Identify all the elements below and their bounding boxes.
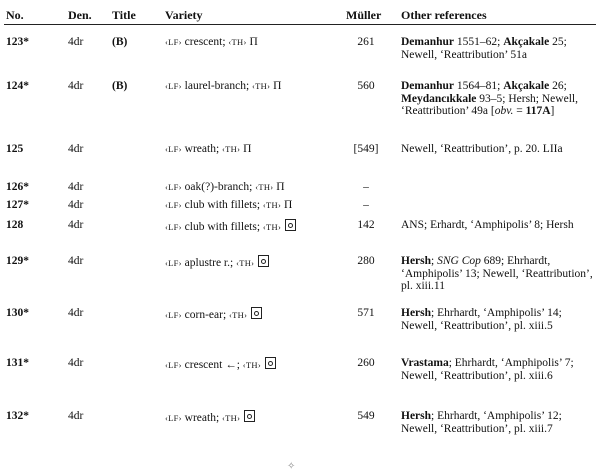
catalogue-number: 125 <box>6 143 24 155</box>
denomination: 4dr <box>68 199 84 211</box>
hoard-name: Meydancıkkale <box>401 92 477 105</box>
variety-cell <box>165 410 255 424</box>
variety-cell <box>165 307 262 321</box>
muller-number: 560 <box>357 80 375 92</box>
denomination: 4dr <box>68 255 84 267</box>
variety-cell <box>165 80 281 92</box>
text-fragment <box>261 359 264 371</box>
muller-number: – <box>363 181 369 193</box>
side-label: ‹TH› <box>255 182 274 192</box>
col-header-no: No. <box>6 8 24 22</box>
table-header <box>0 6 600 26</box>
text-fragment <box>247 309 250 321</box>
variety-cell <box>165 143 251 155</box>
references-cell <box>401 255 597 293</box>
variety-cell <box>165 36 258 48</box>
text-fragment: ; Ehrhardt, ‘Amphipolis’ 7; Newell, ‘Reattribution’, pl. xiii.6 <box>401 357 574 382</box>
side-label: ‹TH› <box>242 360 261 370</box>
muller-number: 571 <box>357 307 375 319</box>
side-label: ‹LF› <box>165 258 182 268</box>
side-label: ‹TH› <box>262 222 282 232</box>
side-label: ‹LF› <box>165 413 182 423</box>
text-fragment: wreath; <box>181 412 223 424</box>
references-cell <box>401 357 597 382</box>
hoard-name: Hersh <box>401 410 432 422</box>
side-label: ‹LF› <box>165 360 182 370</box>
text-fragment: Π <box>281 199 293 211</box>
denomination: 4dr <box>68 181 84 193</box>
side-label: ‹TH› <box>228 37 247 47</box>
title-code: (B) <box>112 80 128 92</box>
text-fragment: Π <box>240 143 252 155</box>
text-fragment: ; Ehrhardt, ‘Amphipolis’ 14; Newell, ‘Reattribution’, pl. xiii.5 <box>401 307 562 332</box>
text-fragment <box>281 221 284 233</box>
side-label: ‹TH› <box>222 413 241 423</box>
italic-text: SNG Cop <box>437 255 481 267</box>
muller-number: 280 <box>357 255 375 267</box>
col-header-den: Den. <box>68 8 92 22</box>
text-fragment <box>254 257 257 269</box>
catalogue-number: 131* <box>6 357 29 369</box>
hoard-name: Hersh <box>401 307 432 319</box>
catalogue-number: 132* <box>6 410 29 422</box>
catalogue-number: 129* <box>6 255 29 267</box>
col-header-muller: Müller <box>346 8 382 22</box>
side-label: ‹LF› <box>165 81 182 91</box>
monogram-icon <box>285 219 296 231</box>
text-fragment: ; Ehrhardt, ‘Amphipolis’ 12; Newell, ‘Reattribution’, pl. xiii.7 <box>401 410 562 435</box>
variety-cell <box>165 219 296 233</box>
text-fragment: 1551–62; <box>454 36 504 48</box>
references-cell <box>401 36 597 61</box>
text-fragment: crescent; <box>181 36 229 48</box>
muller-number: – <box>363 199 369 211</box>
monogram-icon <box>244 410 255 422</box>
text-fragment: club with fillets; <box>181 199 263 211</box>
text-fragment: 93–5; Hersh; Newell, ‘Reattribution’ 49a [ <box>401 92 578 117</box>
hoard-name: 117A <box>525 105 551 117</box>
text-fragment: Π <box>273 181 285 193</box>
denomination: 4dr <box>68 143 84 155</box>
denomination: 4dr <box>68 410 84 422</box>
denomination: 4dr <box>68 219 84 231</box>
variety-cell <box>165 357 276 371</box>
side-label: ‹TH› <box>236 258 255 268</box>
ornament-icon: ✧ <box>287 461 296 472</box>
text-fragment: 26; <box>549 80 567 92</box>
text-fragment: aplustre r.; <box>181 257 237 269</box>
denomination: 4dr <box>68 36 84 48</box>
side-label: ‹LF› <box>165 200 182 210</box>
hoard-name: Demanhur <box>401 36 455 48</box>
text-fragment: ANS; Erhardt, ‘Amphipolis’ 8; Hersh <box>401 219 574 231</box>
references-cell <box>401 143 597 156</box>
col-header-variety: Variety <box>165 8 203 22</box>
text-fragment: 25; Newell, ‘Reattribution’ 51a <box>401 36 567 61</box>
side-label: ‹TH› <box>252 81 271 91</box>
header-rule <box>4 24 596 25</box>
side-label: ‹LF› <box>165 182 182 192</box>
side-label: ‹LF› <box>165 144 182 154</box>
references-cell <box>401 410 597 435</box>
side-label: ‹LF› <box>165 37 182 47</box>
text-fragment: laurel-branch; <box>181 80 253 92</box>
text-fragment <box>240 412 243 424</box>
denomination: 4dr <box>68 357 84 369</box>
muller-number: 260 <box>357 357 375 369</box>
catalogue-number: 123* <box>6 36 29 48</box>
muller-number: 261 <box>357 36 375 48</box>
hoard-name: Vrastama <box>401 357 449 369</box>
title-code: (B) <box>112 36 128 48</box>
hoard-name: Akçakale <box>503 36 550 48</box>
italic-text: obv. <box>494 105 514 117</box>
text-fragment: crescent ←; <box>181 359 243 371</box>
catalogue-number: 127* <box>6 199 29 211</box>
catalogue-number: 126* <box>6 181 29 193</box>
variety-cell <box>165 181 285 193</box>
text-fragment: wreath; <box>181 143 223 155</box>
catalogue-number: 128 <box>6 219 24 231</box>
text-fragment: corn-ear; <box>181 309 230 321</box>
text-fragment: club with fillets; <box>181 221 263 233</box>
text-fragment: = <box>513 105 526 117</box>
text-fragment: 1564–81; <box>454 80 504 92</box>
text-fragment: Π <box>246 36 258 48</box>
references-cell <box>401 307 597 332</box>
muller-number: 549 <box>357 410 375 422</box>
col-header-title: Title <box>112 8 136 22</box>
denomination: 4dr <box>68 80 84 92</box>
catalogue-number: 124* <box>6 80 29 92</box>
variety-cell <box>165 255 269 269</box>
muller-number: [549] <box>353 143 379 155</box>
hoard-name: Akçakale <box>503 80 550 92</box>
side-label: ‹LF› <box>165 222 182 232</box>
muller-number: 142 <box>357 219 375 231</box>
monogram-icon <box>251 307 262 319</box>
monogram-icon <box>265 357 276 369</box>
monogram-icon <box>258 255 269 267</box>
side-label: ‹TH› <box>229 310 248 320</box>
text-fragment: ] <box>550 105 555 117</box>
variety-cell <box>165 199 292 211</box>
side-label: ‹TH› <box>222 144 241 154</box>
text-fragment: oak(?)-branch; <box>181 181 256 193</box>
denomination: 4dr <box>68 307 84 319</box>
references-cell <box>401 80 597 118</box>
text-fragment: 689; Ehrhardt, ‘Amphipolis’ 13; Newell, ‘Reattribution’, pl. xiii.11 <box>401 255 593 292</box>
side-label: ‹TH› <box>262 200 282 210</box>
text-fragment: Newell, ‘Reattribution’, p. 20. LIIa <box>401 143 563 155</box>
references-cell <box>401 219 597 232</box>
col-header-refs: Other references <box>401 8 487 22</box>
hoard-name: Hersh <box>401 255 432 267</box>
catalogue-number: 130* <box>6 307 29 319</box>
text-fragment: ; <box>431 255 438 267</box>
side-label: ‹LF› <box>165 310 182 320</box>
hoard-name: Demanhur <box>401 80 455 92</box>
text-fragment: Π <box>270 80 282 92</box>
